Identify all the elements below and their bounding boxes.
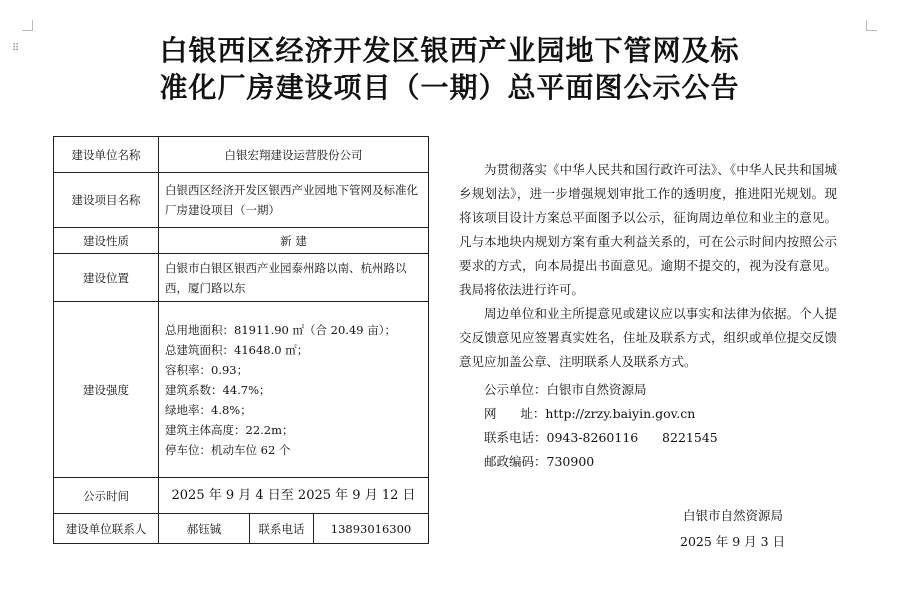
project-info-table	[53, 136, 429, 544]
publisher-row	[484, 378, 718, 402]
phone-row	[484, 426, 718, 450]
phone-label: 联系电话：	[484, 430, 547, 445]
nature-value: 新 建	[159, 228, 429, 254]
corner-mark-right	[866, 20, 877, 31]
contact-block	[484, 378, 718, 474]
zip-row	[484, 450, 718, 474]
indicator-line: 建筑主体高度：22.2m；	[165, 422, 294, 437]
period-label: 公示时间	[54, 478, 159, 514]
indicator-line: 容积率：0.93；	[165, 362, 249, 377]
publisher-value: 白银市自然资源局	[546, 382, 647, 397]
indicator-line: 停车位：机动车位 62 个	[165, 442, 291, 457]
signature-date: 2025 年 9 月 3 日	[680, 534, 786, 549]
publisher-label: 公示单位：	[484, 382, 547, 397]
notice-paragraph-1: 为贯彻落实《中华人民共和国行政许可法》、《中华人民共和国城乡规划法》，进一步增强规划审批工作的透明度，推进阳光规划。现将该项目设计方案总平面图予以公示，征询周边单位和业主的意见。凡与本地块内规划方案有重大利益关系的，可在公示时间内按照公示要求的方式，向本局提出书面意见。逾期不提交的，视为没有意见。我局将依法进行许可。	[459, 162, 837, 297]
table-row	[54, 302, 429, 478]
location-value: 白银市白银区银西产业园泰州路以南、杭州路以西，厦门路以东	[159, 254, 429, 302]
contact-person-value: 郝钰铖	[159, 514, 250, 544]
indicator-line: 绿地率：4.8%；	[165, 402, 252, 417]
table-row	[54, 478, 429, 514]
zip-label: 邮政编码：	[484, 454, 547, 469]
table-row	[54, 228, 429, 254]
builder-value: 白银宏翔建设运营股份公司	[159, 137, 429, 173]
contact-phone-label: 联系电话	[250, 514, 314, 544]
project-label: 建设项目名称	[54, 173, 159, 228]
period-value: 2025 年 9 月 4 日至 2025 年 9 月 12 日	[159, 478, 429, 514]
signature-org: 白银市自然资源局	[683, 508, 784, 523]
indicator-line: 总用地面积：81911.90 ㎡（合 20.49 亩）；	[165, 322, 397, 337]
website-row	[484, 402, 718, 426]
title-line-2: 准化厂房建设项目（一期）总平面图公示公告	[159, 71, 740, 104]
location-label: 建设位置	[54, 254, 159, 302]
website-link[interactable]: http://zrzy.baiyin.gov.cn	[545, 406, 696, 421]
website-label: 网 址：	[484, 406, 546, 421]
contact-person-label: 建设单位联系人	[54, 514, 159, 544]
indicator-line: 总建筑面积：41648.0 ㎡；	[165, 342, 309, 357]
corner-mark-left	[22, 20, 33, 31]
intensity-label: 建设强度	[54, 302, 159, 478]
table-row	[54, 514, 429, 544]
table-row	[54, 173, 429, 228]
notice-paragraph-2: 周边单位和业主所提意见或建议应以事实和法律为依据。个人提交反馈意见应签署真实姓名，住址及联系方式，组织或单位提交反馈意见应加盖公章、注明联系人及联系方式。	[459, 306, 837, 369]
builder-label: 建设单位名称	[54, 137, 159, 173]
phone-value: 0943-8260116 8221545	[546, 430, 718, 445]
title-line-1: 白银西区经济开发区银西产业园地下管网及标	[159, 34, 740, 67]
page-title	[0, 32, 899, 106]
intensity-value	[159, 302, 429, 478]
zip-value: 730900	[546, 454, 595, 469]
drag-handle-icon[interactable]: ⠿	[12, 43, 20, 54]
nature-label: 建设性质	[54, 228, 159, 254]
notice-body	[459, 158, 837, 374]
indicator-line: 建筑系数：44.7%；	[165, 382, 271, 397]
contact-phone-value: 13893016300	[314, 514, 429, 544]
table-row	[54, 254, 429, 302]
project-value: 白银西区经济开发区银西产业园地下管网及标准化厂房建设项目（一期）	[159, 173, 429, 228]
table-row	[54, 137, 429, 173]
